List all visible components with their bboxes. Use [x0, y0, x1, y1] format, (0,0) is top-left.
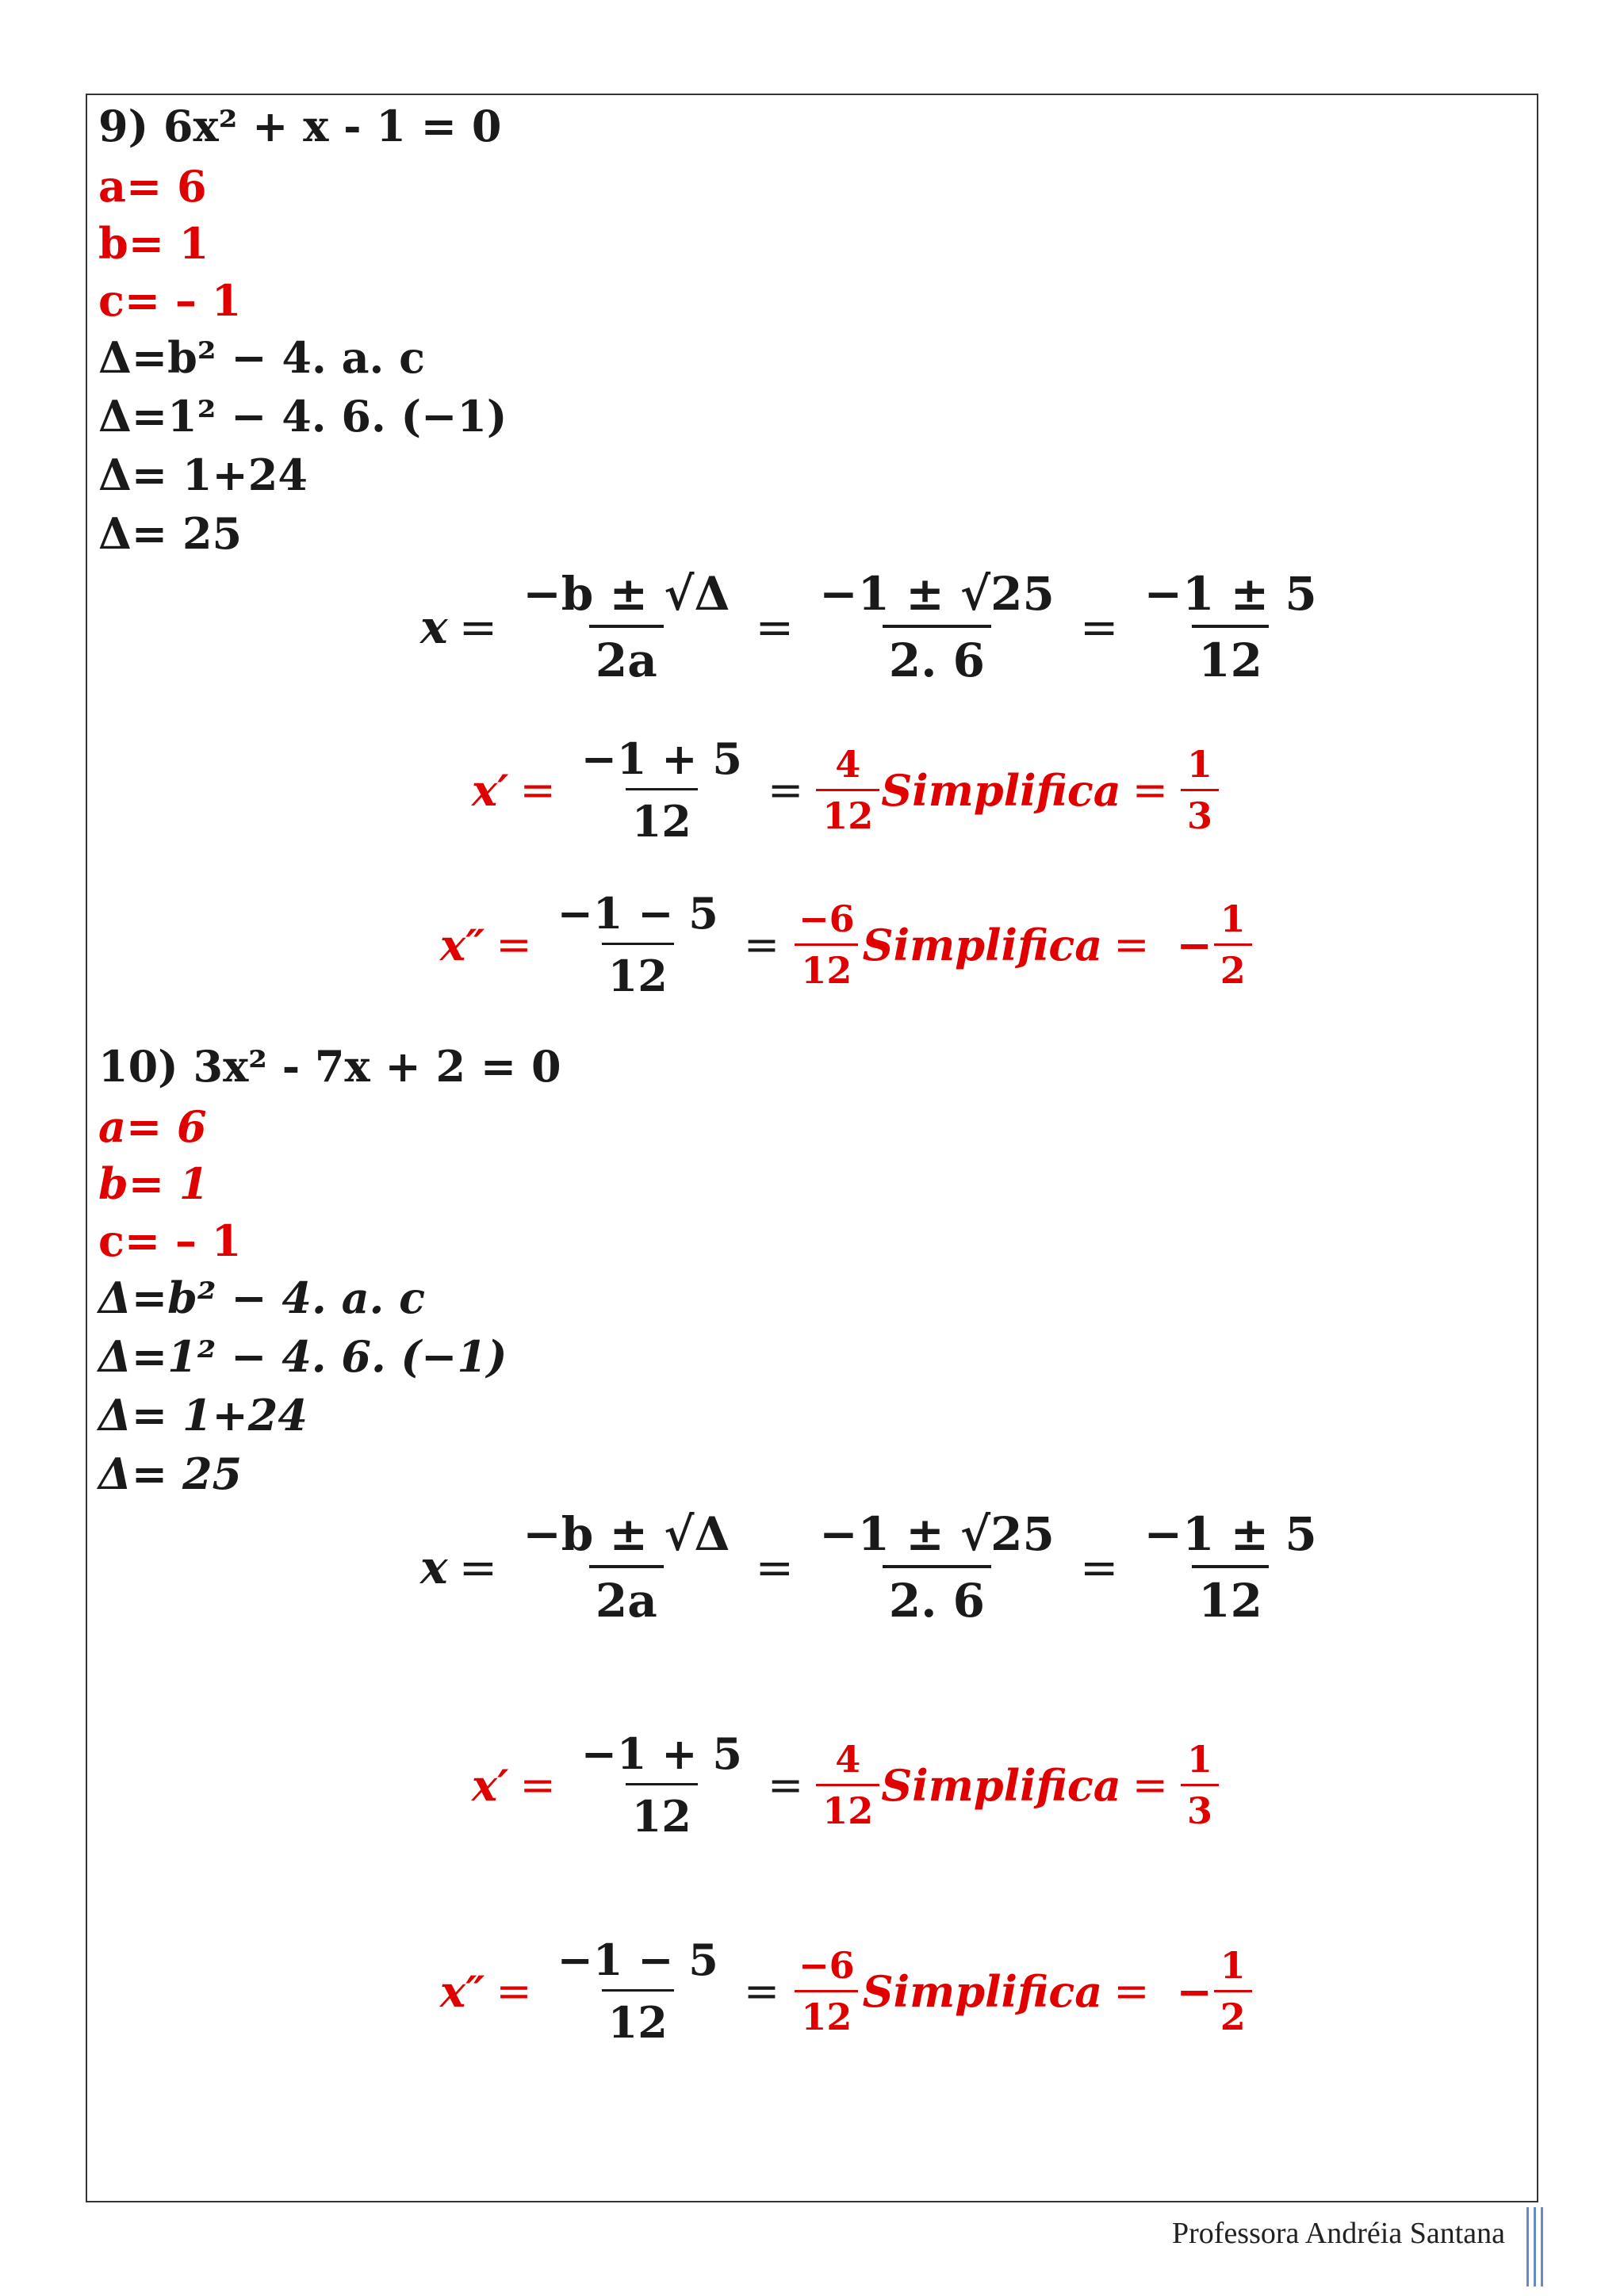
- numerator: −1 − 5: [557, 888, 718, 939]
- denominator: 2: [1214, 943, 1252, 989]
- denominator: 12: [626, 1783, 698, 1838]
- fraction: [551, 1934, 725, 2048]
- denominator: 12: [602, 943, 674, 997]
- numerator: −b ± √Δ: [523, 567, 730, 621]
- numerator: −1 + 5: [580, 733, 742, 784]
- equals: =: [496, 920, 532, 970]
- numerator: −1 ± √25: [819, 1507, 1055, 1561]
- x2-symbol: x″: [440, 1965, 485, 2017]
- fraction: [575, 1728, 749, 1842]
- numerator: −b ± √Δ: [523, 1507, 730, 1561]
- equals: =: [1113, 1966, 1150, 2016]
- q9-delta-val: Δ= 25: [98, 508, 243, 559]
- q10-title: 10) 3x² - 7x + 2 = 0: [98, 1041, 561, 1092]
- q9-bhaskara: [420, 567, 1331, 687]
- q10-x2: [440, 1934, 1254, 2048]
- numerator: −1 ± √25: [819, 567, 1055, 621]
- q10-x1: [472, 1728, 1220, 1842]
- equals: =: [496, 1966, 532, 2016]
- fraction: [816, 743, 879, 837]
- denominator: 12: [795, 943, 858, 989]
- denominator: 12: [1192, 625, 1269, 683]
- q9-a: a= 6: [98, 161, 207, 212]
- numerator: −1 − 5: [557, 1934, 718, 1985]
- equals: =: [743, 920, 780, 970]
- q10-delta-formula: Δ=b² − 4. a. c: [98, 1272, 426, 1323]
- numerator: −1 ± 5: [1143, 567, 1317, 621]
- numerator: −6: [799, 897, 855, 940]
- fraction: [551, 888, 725, 1001]
- denominator: 12: [816, 1784, 879, 1829]
- minus-sign: −: [1176, 919, 1212, 970]
- equals: =: [767, 765, 804, 815]
- fraction: [816, 1738, 879, 1832]
- q10-bhaskara: [420, 1507, 1331, 1628]
- q10-delta-sum: Δ= 1+24: [98, 1390, 308, 1441]
- equals: =: [519, 1760, 556, 1810]
- numerator: −1 + 5: [580, 1728, 742, 1779]
- denominator: 12: [626, 788, 698, 843]
- fraction: [516, 1507, 736, 1628]
- denominator: 2a: [589, 1565, 664, 1624]
- x-symbol: x: [420, 600, 448, 654]
- fraction: [575, 733, 749, 847]
- q9-c: c= – 1: [98, 275, 242, 326]
- fraction: [1137, 567, 1323, 687]
- fraction: [813, 567, 1061, 687]
- fraction: [792, 897, 861, 992]
- equals: =: [1079, 1540, 1119, 1594]
- numerator: 4: [835, 1738, 861, 1781]
- denominator: 3: [1181, 789, 1219, 834]
- fraction: [1137, 1507, 1323, 1628]
- q9-x1: [472, 733, 1220, 847]
- q9-delta-sub: Δ=1² − 4. 6. (−1): [98, 391, 508, 442]
- equals: =: [755, 600, 795, 654]
- equals: =: [755, 1540, 795, 1594]
- q10-b: b= 1: [98, 1158, 209, 1209]
- q10-delta-val: Δ= 25: [98, 1448, 243, 1499]
- numerator: 1: [1220, 897, 1246, 940]
- q9-delta-sum: Δ= 1+24: [98, 450, 308, 500]
- denominator: 2. 6: [883, 625, 991, 683]
- denominator: 12: [816, 789, 879, 834]
- equals: =: [743, 1966, 780, 2016]
- simplifica-label: Simplifica: [862, 919, 1103, 970]
- equals: =: [1113, 920, 1150, 970]
- minus-sign: −: [1176, 1965, 1212, 2017]
- simplifica-label: Simplifica: [881, 764, 1121, 816]
- x-symbol: x: [420, 1540, 448, 1594]
- footer-decoration: [1526, 2207, 1550, 2286]
- numerator: 1: [1187, 743, 1213, 786]
- fraction: [1214, 1944, 1252, 2038]
- denominator: 2. 6: [883, 1565, 991, 1624]
- fraction: [1181, 743, 1219, 837]
- denominator: 12: [795, 1990, 858, 2035]
- numerator: 4: [835, 743, 861, 786]
- equals: =: [1132, 765, 1169, 815]
- q9-title: 9) 6x² + x - 1 = 0: [98, 101, 502, 151]
- x1-symbol: x′: [472, 1759, 509, 1811]
- numerator: −6: [799, 1944, 855, 1987]
- q10-c: c= – 1: [98, 1215, 242, 1266]
- x2-symbol: x″: [440, 919, 485, 970]
- q9-x2: [440, 888, 1254, 1001]
- fraction: [1214, 897, 1252, 992]
- numerator: 1: [1220, 1944, 1246, 1987]
- denominator: 2a: [589, 625, 664, 683]
- equals: =: [1132, 1760, 1169, 1810]
- simplifica-label: Simplifica: [881, 1759, 1121, 1811]
- equals: =: [1079, 600, 1119, 654]
- fraction: [813, 1507, 1061, 1628]
- q10-delta-sub: Δ=1² − 4. 6. (−1): [98, 1331, 508, 1382]
- fraction: [1181, 1738, 1219, 1832]
- denominator: 2: [1214, 1990, 1252, 2035]
- denominator: 12: [602, 1989, 674, 2044]
- equals: =: [458, 1540, 498, 1594]
- footer-author: Professora Andréia Santana: [1172, 2217, 1505, 2250]
- numerator: 1: [1187, 1738, 1213, 1781]
- equals: =: [519, 765, 556, 815]
- q9-b: b= 1: [98, 218, 209, 269]
- x1-symbol: x′: [472, 764, 509, 816]
- q10-a: a= 6: [98, 1101, 207, 1152]
- denominator: 3: [1181, 1784, 1219, 1829]
- q9-delta-formula: Δ=b² − 4. a. c: [98, 332, 426, 383]
- fraction: [516, 567, 736, 687]
- denominator: 12: [1192, 1565, 1269, 1624]
- equals: =: [458, 600, 498, 654]
- simplifica-label: Simplifica: [862, 1965, 1103, 2017]
- equals: =: [767, 1760, 804, 1810]
- numerator: −1 ± 5: [1143, 1507, 1317, 1561]
- fraction: [792, 1944, 861, 2038]
